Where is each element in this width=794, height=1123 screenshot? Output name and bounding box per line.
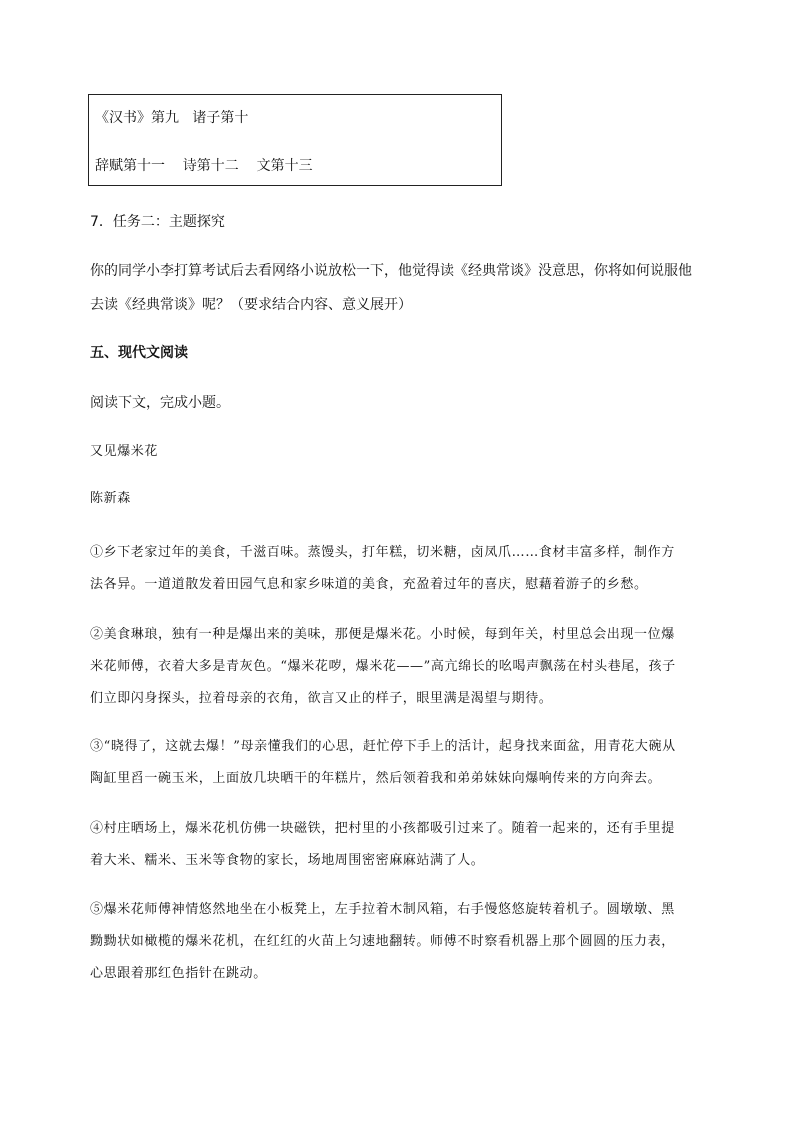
paragraph-3 xyxy=(90,731,700,795)
article-title: 又见爆米花 xyxy=(90,444,159,459)
question-7-body xyxy=(90,254,704,322)
paragraph-2-line-3: 们立即闪身探头，拉着母亲的衣角，欲言又止的样子，眼里满是渴望与期待。 xyxy=(90,691,553,706)
paragraph-2-line-2: 米花师傅，衣着大多是青灰色。“爆米花哕，爆米花——”高亢绵长的吆喝声飘荡在村头巷尾，孩子 xyxy=(90,659,676,674)
paragraph-5-line-3: 心思跟着那红色指针在跳动。 xyxy=(90,966,267,981)
paragraph-3-line-2: 陶缸里舀一碗玉米，上面放几块晒干的年糕片，然后领着我和弟弟妹妹向爆响传来的方向奔去。 xyxy=(90,771,662,786)
paragraph-4 xyxy=(90,813,700,877)
paragraph-5-line-1: ⑤爆米花师傅神情悠然地坐在小板凳上，左手拉着木制风箱，右手慢悠悠旋转着机子。圆墩墩、黑 xyxy=(90,902,675,917)
paragraph-4-line-1: ④村庄晒场上，爆米花机仿佛一块磁铁，把村里的小孩都吸引过来了。随着一起来的，还有手里提 xyxy=(90,821,675,836)
chapter-row-1: 《汉书》第九 诸子第十 xyxy=(95,110,249,126)
question-7-line-1: 你的同学小李打算考试后去看网络小说放松一下，他觉得读《经典常谈》没意思，你将如何说服他 xyxy=(90,263,692,279)
paragraph-1-line-1: ①乡下老家过年的美食，千滋百味。蒸馒头，打年糕，切米糖，卤凤爪……食材丰富多样，制作方 xyxy=(90,545,675,560)
paragraph-3-line-1: ③“晓得了，这就去爆！”母亲懂我们的心思，赶忙停下手上的活计，起身找来面盆，用青花大碗从 xyxy=(90,739,676,754)
paragraph-1-line-2: 法各异。一道道散发着田园气息和家乡味道的美食，充盈着过年的喜庆，慰藉着游子的乡愁。 xyxy=(90,577,648,592)
section-5-heading: 五、现代文阅读 xyxy=(90,345,188,361)
paragraph-1 xyxy=(90,537,700,601)
question-7-title: 7．任务二：主题探究 xyxy=(90,214,225,230)
chapter-table-box xyxy=(88,94,502,186)
paragraph-2 xyxy=(90,619,700,715)
paragraph-4-line-2: 着大米、糯米、玉米等食物的家长，场地周围密密麻麻站满了人。 xyxy=(90,853,485,868)
paragraph-2-line-1: ②美食琳琅，独有一种是爆出来的美味，那便是爆米花。小时候，每到年关，村里总会出现一位爆 xyxy=(90,627,675,642)
chapter-row-2: 辞赋第十一 诗第十二 文第十三 xyxy=(95,158,313,174)
paragraph-5-line-2: 黝黝状如橄榄的爆米花机，在红红的火苗上匀速地翻转。师傅不时察看机器上那个圆圆的压力表， xyxy=(90,934,675,949)
paragraph-5 xyxy=(90,894,700,990)
question-7-line-2: 去读《经典常谈》呢？（要求结合内容、意义展开） xyxy=(90,297,412,313)
reading-instruction: 阅读下文，完成小题。 xyxy=(90,395,230,411)
article-author: 陈新森 xyxy=(90,491,131,506)
